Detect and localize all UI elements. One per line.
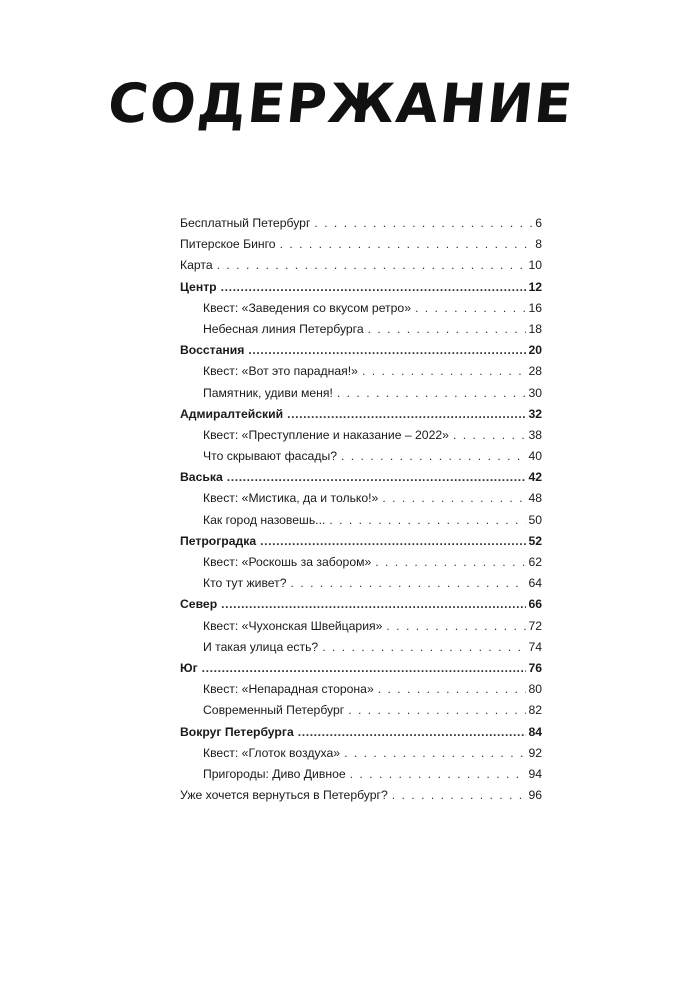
toc-entry-label: Квест: «Чухонская Швейцария» [203,618,383,633]
dot-leader [291,573,527,594]
toc-page-number: 28 [528,364,542,379]
dot-leader [337,383,527,404]
dot-leader [227,467,527,488]
toc-page-number: 76 [528,660,542,675]
dot-leader [202,658,527,679]
toc-page-number: 62 [528,555,542,569]
table-of-contents [180,213,542,806]
toc-page-number: 10 [528,258,542,273]
toc-entry-label: Бесплатный Петербург [180,216,311,230]
toc-entry[interactable] [180,785,542,806]
toc-section[interactable] [180,722,542,743]
toc-page-number: 12 [528,279,542,294]
toc-section[interactable] [180,340,542,361]
dot-leader [341,446,526,467]
dot-leader [415,298,526,319]
toc-subentry[interactable] [180,552,542,573]
toc-entry-label: Памятник, удиви меня! [203,385,333,400]
dot-leader [280,234,534,255]
toc-entry-label: Что скрывают фасады? [203,449,337,464]
toc-entry-label: Карта [180,258,213,273]
toc-subentry[interactable] [180,425,542,446]
dot-leader [350,764,527,785]
dot-leader [386,616,526,637]
toc-page-number: 18 [528,321,542,336]
toc-page-number: 94 [528,766,542,781]
toc-subentry[interactable] [180,383,542,404]
toc-page-number: 74 [528,639,542,654]
toc-entry-label: Восстания [180,343,245,358]
dot-leader [344,743,526,764]
toc-entry-label: И такая улица есть? [203,639,319,654]
dot-leader [392,785,527,806]
dot-leader [378,679,527,700]
dot-leader [329,510,526,531]
dot-leader [375,552,526,573]
toc-entry-label: Центр [180,279,217,294]
toc-page-number: 82 [528,703,542,718]
toc-page-number: 64 [528,576,542,591]
toc-page-number: 32 [528,406,542,421]
toc-subentry[interactable] [180,679,542,700]
toc-subentry[interactable] [180,700,542,721]
dot-leader [287,404,526,425]
toc-entry-label: Как город назовешь... [203,512,326,527]
toc-entry-label: Питерское Бинго [180,237,276,252]
toc-subentry[interactable] [180,446,542,467]
toc-entry-label: Квест: «Глоток воздуха» [203,745,341,760]
toc-page-number: 84 [528,724,542,739]
dot-leader [221,594,526,615]
toc-subentry[interactable] [180,488,542,509]
toc-page-number: 20 [528,343,542,358]
toc-section[interactable] [180,467,542,488]
page-title: СОДЕРЖАНИЕ [105,72,577,135]
dot-leader [217,255,527,276]
dot-leader [221,277,527,298]
toc-page-number: 30 [528,385,542,400]
toc-subentry[interactable] [180,637,542,658]
toc-entry-label: Юг [180,660,198,675]
dot-leader [382,488,526,509]
toc-page-number: 42 [528,470,542,485]
toc-entry-label: Квест: «Преступление и наказание – 2022» [203,427,449,442]
toc-entry[interactable] [180,213,542,234]
toc-page-number: 72 [528,618,542,633]
toc-entry-label: Васька [180,470,223,485]
toc-page-number: 52 [528,533,542,548]
toc-section[interactable] [180,531,542,552]
toc-section[interactable] [180,277,542,298]
dot-leader [453,425,527,446]
toc-page-number: 38 [528,427,542,442]
toc-page-number: 80 [528,682,542,697]
toc-page-number: 16 [528,300,542,315]
toc-page-number: 48 [528,491,542,506]
toc-entry[interactable] [180,234,542,255]
dot-leader [298,722,527,743]
toc-page-number: 40 [528,449,542,464]
toc-entry-label: Петроградка [180,533,257,548]
toc-page-number: 96 [528,788,542,803]
toc-subentry[interactable] [180,361,542,382]
dot-leader [362,361,527,382]
toc-entry-label: Квест: «Непарадная сторона» [203,682,374,697]
toc-subentry[interactable] [180,298,542,319]
toc-subentry[interactable] [180,510,542,531]
toc-entry[interactable] [180,255,542,276]
toc-entry-label: Вокруг Петербурга [180,724,294,739]
toc-section[interactable] [180,594,542,615]
toc-page-number: 92 [528,745,542,760]
dot-leader [348,700,526,721]
toc-subentry[interactable] [180,616,542,637]
toc-entry-label: Небесная линия Петербурга [203,321,364,336]
toc-subentry[interactable] [180,319,542,340]
toc-entry-label: Север [180,597,218,612]
toc-entry-label: Квест: «Роскошь за забором» [203,555,372,569]
toc-subentry[interactable] [180,764,542,785]
toc-entry-label: Уже хочется вернуться в Петербург? [180,788,388,803]
dot-leader [260,531,526,552]
toc-section[interactable] [180,658,542,679]
dot-leader [322,637,526,658]
toc-entry-label: Современный Петербург [203,703,345,718]
toc-entry-label: Кто тут живет? [203,576,287,591]
toc-page-number: 6 [535,216,542,230]
toc-section[interactable] [180,404,542,425]
toc-entry-label: Адмиралтейский [180,406,284,421]
toc-entry-label: Пригороды: Диво Дивное [203,766,346,781]
toc-entry-label: Квест: «Заведения со вкусом ретро» [203,300,411,315]
dot-leader [314,213,533,234]
toc-subentry[interactable] [180,743,542,764]
toc-page-number: 66 [528,597,542,612]
toc-page-number: 50 [528,512,542,527]
dot-leader [248,340,526,361]
toc-page-number: 8 [535,237,542,252]
toc-entry-label: Квест: «Вот это парадная!» [203,364,358,379]
toc-subentry[interactable] [180,573,542,594]
dot-leader [368,319,527,340]
toc-entry-label: Квест: «Мистика, да и только!» [203,491,379,506]
